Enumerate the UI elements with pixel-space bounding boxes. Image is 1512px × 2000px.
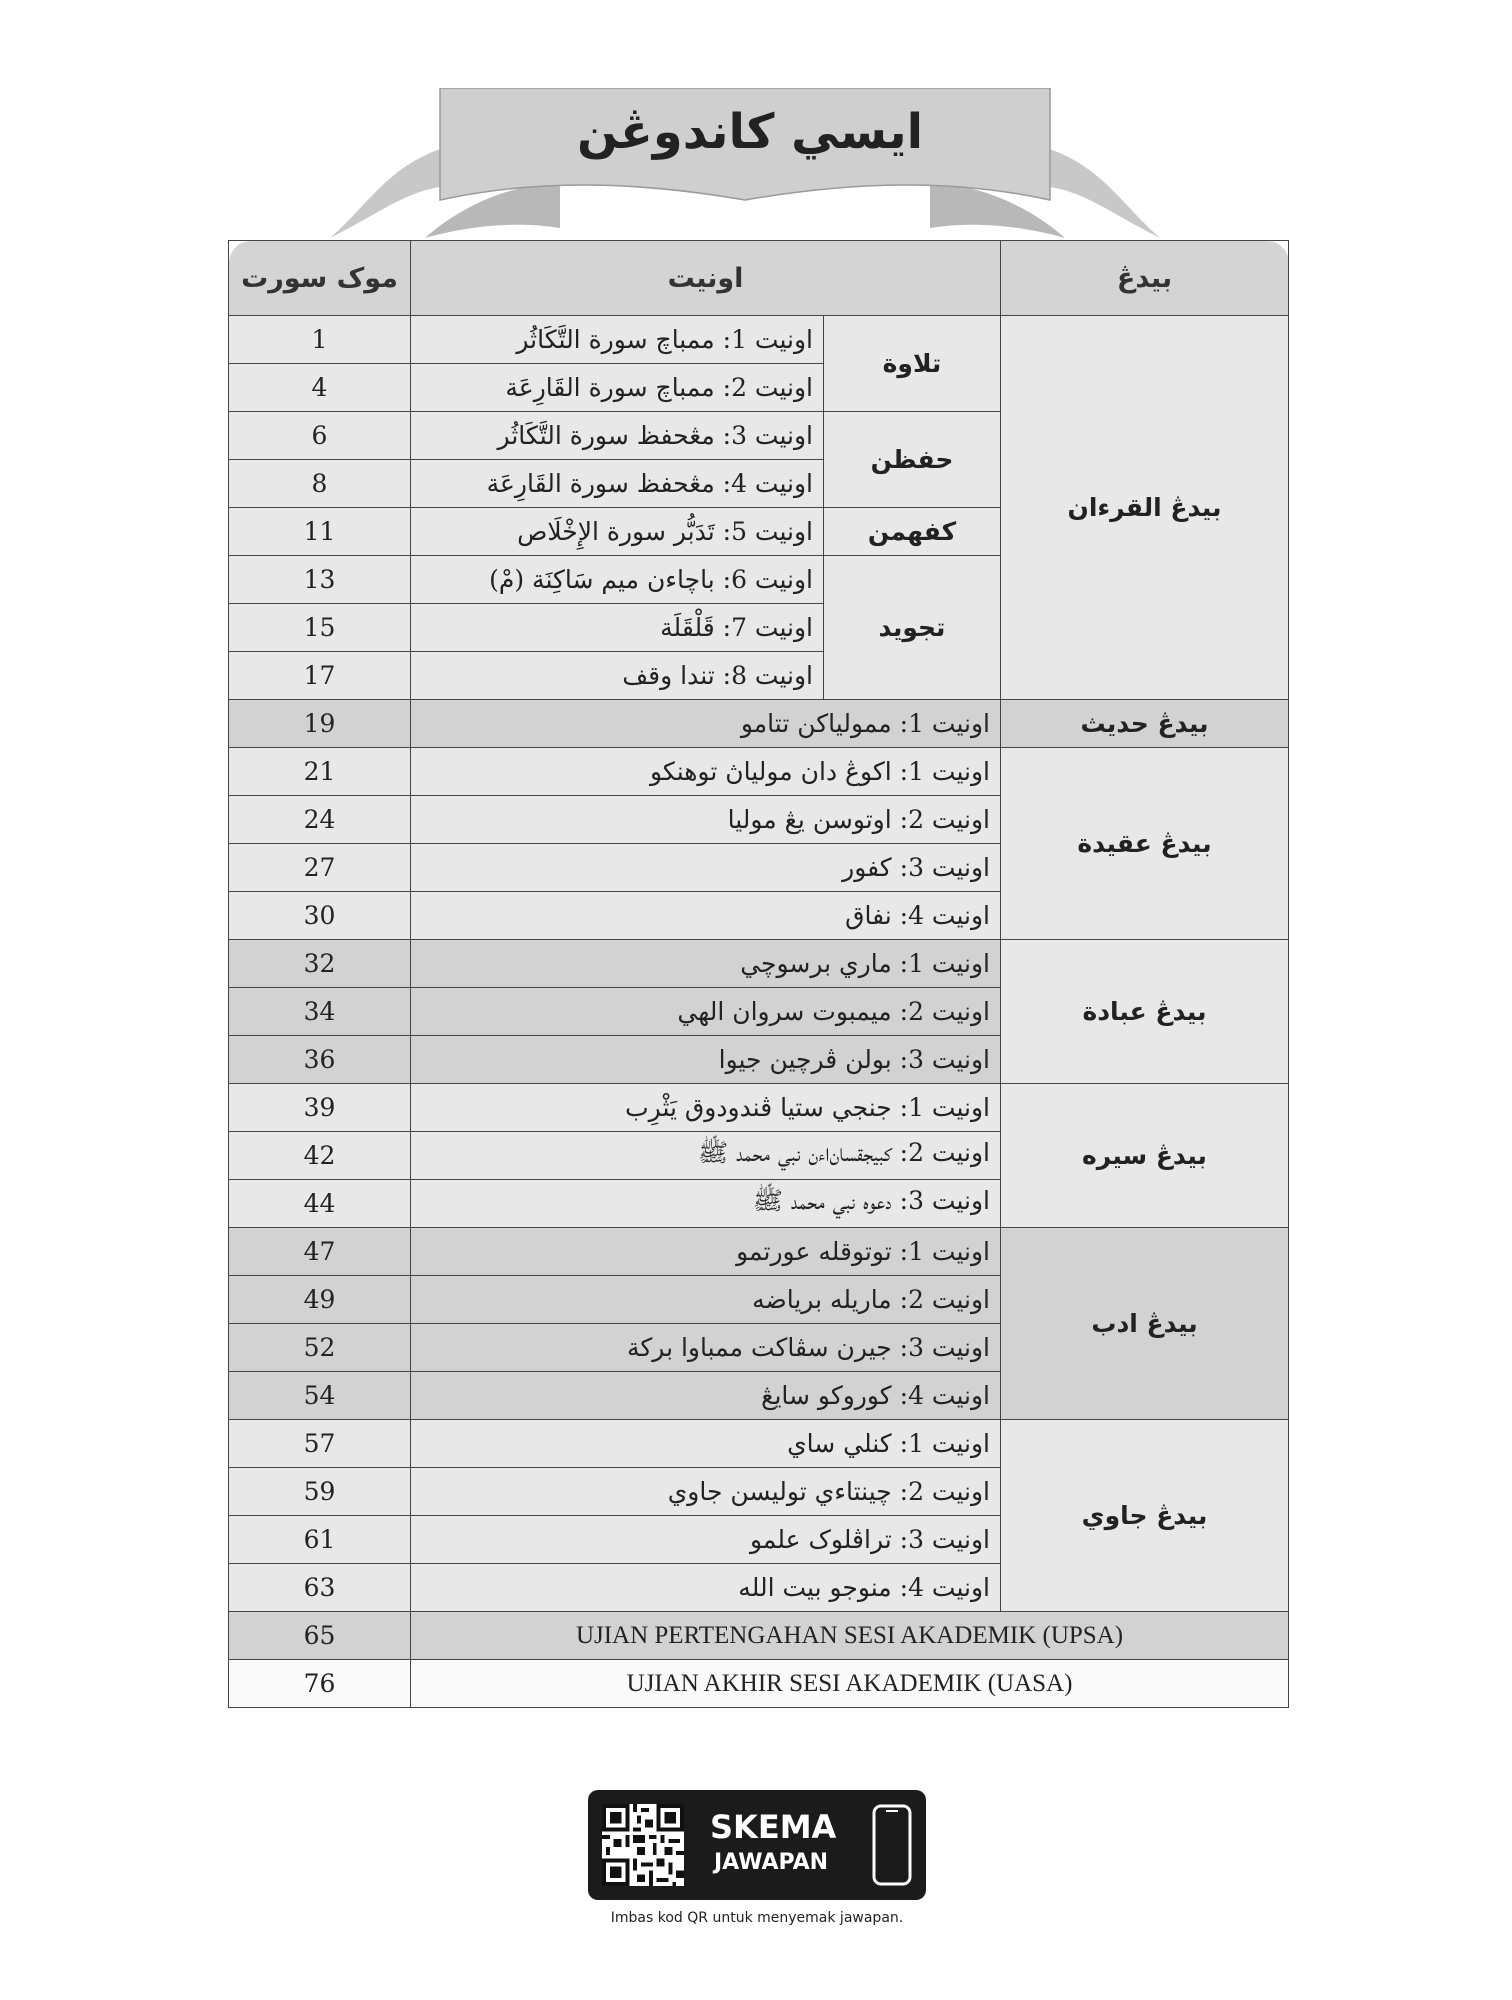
exam-title: UJIAN AKHIR SESI AKADEMIK (UASA) [411,1660,1289,1708]
unit-title: اونيت 1: ممولياكن تتامو [411,700,1001,748]
unit-title: اونيت 3: جيرن سڤاكت ممباوا بركة [411,1324,1001,1372]
page-number: 17 [229,652,411,700]
page-number: 36 [229,1036,411,1084]
unit-title: اونيت 2: اوتوسن يڠ موليا [411,796,1001,844]
module-label: بيدڠ حديث [1001,700,1289,748]
unit-title: اونيت 2: چينتاءي توليسن جاوي [411,1468,1001,1516]
subsection-label: حفظن [824,412,1001,508]
page-number: 54 [229,1372,411,1420]
qr-code-icon[interactable] [602,1804,684,1886]
unit-title: اونيت 3: كفور [411,844,1001,892]
page-number: 76 [229,1660,411,1708]
unit-title: اونيت 5: تَدَبُّر سورة الإِخْلَاص [411,508,824,556]
page-number: 59 [229,1468,411,1516]
module-label: بيدڠ جاوي [1001,1420,1289,1612]
subsection-label: تلاوة [824,316,1001,412]
smartphone-icon [872,1804,912,1886]
module-label: بيدڠ القرءان [1001,316,1289,700]
contents-table [228,240,1289,1708]
page-number: 1 [229,316,411,364]
module-label: بيدڠ عقيدة [1001,748,1289,940]
page-number: 34 [229,988,411,1036]
page-number: 49 [229,1276,411,1324]
jawapan-label: JAWAPAN [714,1850,829,1875]
unit-title: اونيت 2: ممباچ سورة القَارِعَة [411,364,824,412]
unit-title: اونيت 1: ماري برسوچي [411,940,1001,988]
unit-title: اونيت 2: ميمبوت سروان الهي [411,988,1001,1036]
qr-caption: Imbas kod QR untuk menyemak jawapan. [610,1910,904,1926]
unit-title: اونيت 1: كنلي ساي [411,1420,1001,1468]
page-number: 52 [229,1324,411,1372]
page-number: 4 [229,364,411,412]
subsection-label: كفهمن [824,508,1001,556]
unit-title: اونيت 1: ممباچ سورة التَّكَاثُر [411,316,824,364]
page-number: 13 [229,556,411,604]
page-number: 30 [229,892,411,940]
exam-title: UJIAN PERTENGAHAN SESI AKADEMIK (UPSA) [411,1612,1289,1660]
module-label: بيدڠ عبادة [1001,940,1289,1084]
unit-title: اونيت 8: تندا وقف [411,652,824,700]
page-number: 65 [229,1612,411,1660]
unit-title: اونيت 4: مڠحفظ سورة القَارِعَة [411,460,824,508]
page-number: 61 [229,1516,411,1564]
module-label: بيدڠ ادب [1001,1228,1289,1420]
page-number: 42 [229,1132,411,1180]
module-label: بيدڠ سيره [1001,1084,1289,1228]
subsection-label: تجويد [824,556,1001,700]
page-number: 19 [229,700,411,748]
page-number: 24 [229,796,411,844]
unit-title: اونيت 4: منوجو بيت الله [411,1564,1001,1612]
page-number: 6 [229,412,411,460]
header-unit: اونيت [411,241,1001,316]
page-number: 47 [229,1228,411,1276]
unit-title: اونيت 1: توتوقله عورتمو [411,1228,1001,1276]
unit-title: اونيت 1: اكوڠ دان مولياڽ توهنكو [411,748,1001,796]
page-number: 32 [229,940,411,988]
unit-title: اونيت 2: ماريله برياضه [411,1276,1001,1324]
page-number: 57 [229,1420,411,1468]
page-number: 21 [229,748,411,796]
page-number: 8 [229,460,411,508]
unit-title: اونيت 2: كبيجقسان‌اءن نبي محمد ﷺ [411,1132,1001,1180]
header-page: موک سورت [229,241,411,316]
page-number: 27 [229,844,411,892]
page-number: 44 [229,1180,411,1228]
page-number: 11 [229,508,411,556]
unit-title: اونيت 3: بولن ڤرچين جيوا [411,1036,1001,1084]
skema-label: SKEMA [710,1808,837,1846]
answer-scheme-box[interactable] [588,1790,926,1900]
unit-title: اونيت 4: كوروكو سايڠ [411,1372,1001,1420]
unit-title: اونيت 7: قَلْقَلَة [411,604,824,652]
page-number: 63 [229,1564,411,1612]
unit-title: اونيت 3: تراڤلوک علمو [411,1516,1001,1564]
unit-title: اونيت 6: باچاءن ميم سَاكِنَة (مْ) [411,556,824,604]
page-number: 15 [229,604,411,652]
page-number: 39 [229,1084,411,1132]
unit-title: اونيت 3: مڠحفظ سورة التَّكَاثُر [411,412,824,460]
header-module: بيدڠ [1001,241,1289,316]
page-title: ايسي كاندوڠن [576,104,924,160]
unit-title: اونيت 1: جنجي ستيا ڤندودوق يَثْرِب [411,1084,1001,1132]
unit-title: اونيت 3: دعوه نبي محمد ﷺ [411,1180,1001,1228]
unit-title: اونيت 4: نفاق [411,892,1001,940]
